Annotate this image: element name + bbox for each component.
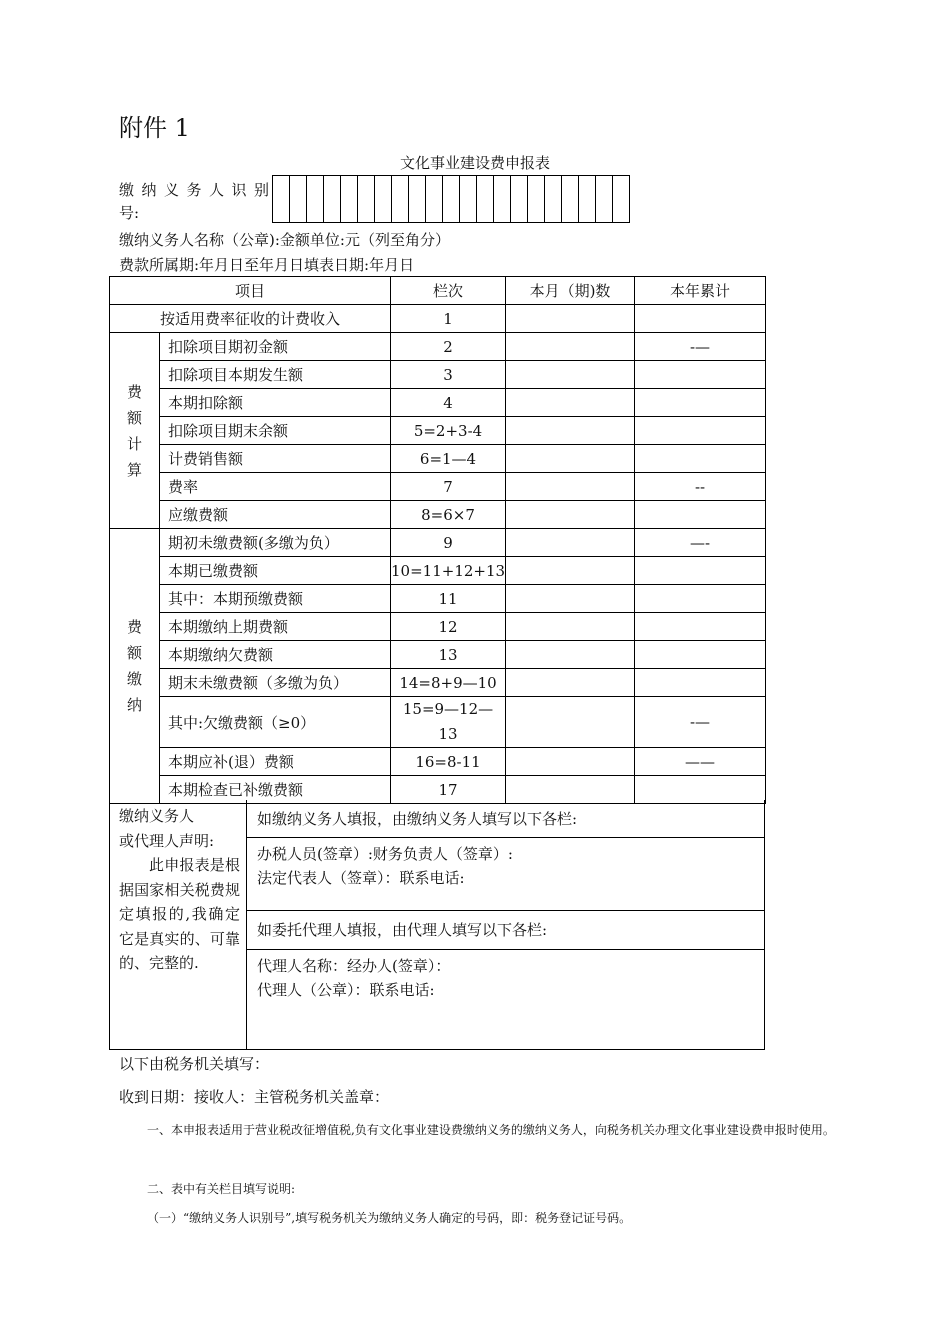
table-row [110, 305, 766, 333]
row-year-value[interactable] [635, 585, 766, 613]
row-line-no: 14=8+9—10 [391, 669, 506, 697]
taxpayer-id-boxes[interactable] [273, 175, 630, 223]
row-label: 本期检查已补缴费额 [160, 776, 391, 804]
row-label: 按适用费率征收的计费收入 [110, 305, 391, 333]
id-digit-box[interactable] [459, 175, 477, 223]
id-digit-box[interactable] [391, 175, 409, 223]
id-digit-box[interactable] [561, 175, 579, 223]
id-digit-box[interactable] [527, 175, 545, 223]
id-digit-box[interactable] [544, 175, 562, 223]
table-row [110, 613, 766, 641]
row-label: 本期扣除额 [160, 389, 391, 417]
row-year-value[interactable] [635, 389, 766, 417]
form-title: 文化事业建设费申报表 [399, 154, 550, 172]
id-digit-box[interactable] [442, 175, 460, 223]
row-label: 扣除项目期初金额 [160, 333, 391, 361]
row-current-value[interactable] [506, 333, 635, 361]
attachment-label: 附件 1 [119, 114, 190, 142]
row-current-value[interactable] [506, 445, 635, 473]
row-current-value[interactable] [506, 585, 635, 613]
row-label: 费率 [160, 473, 391, 501]
row-current-value[interactable] [506, 557, 635, 585]
row-line-no: 1 [391, 305, 506, 333]
instruction-note-1: 一、本申报表适用于营业税改征增值税,负有文化事业建设费缴纳义务的缴纳义务人，向税务机关办理文化事业建设费申报时使用。 [147, 1123, 835, 1137]
row-label: 计费销售额 [160, 445, 391, 473]
id-digit-box[interactable] [306, 175, 324, 223]
declaration-section [109, 800, 765, 1050]
id-digit-box[interactable] [476, 175, 494, 223]
taxpayer-name-line: 缴纳义务人名称（公章):金额单位:元（列至角分） [119, 231, 450, 249]
row-year-value[interactable] [635, 613, 766, 641]
id-digit-box[interactable] [510, 175, 528, 223]
row-year-value[interactable]: -— [635, 333, 766, 361]
declaration-statement: 此申报表是根据国家相关税费规定填报的,我确定它是真实的、可靠的、完整的. [119, 856, 240, 972]
table-row [110, 333, 766, 361]
table-row [110, 669, 766, 697]
id-digit-box[interactable] [595, 175, 613, 223]
id-digit-box[interactable] [578, 175, 596, 223]
table-row [110, 361, 766, 389]
self-fill-signatures[interactable] [247, 838, 764, 911]
group-label-fee-calculation: 费额计算 [110, 333, 160, 529]
self-sign-line-2: 法定代表人（签章）：联系电话: [257, 869, 465, 887]
row-label: 其中:欠缴费额（≥0） [160, 697, 391, 748]
row-current-value[interactable] [506, 417, 635, 445]
declaration-statement-cell [110, 800, 247, 1049]
row-label: 本期已缴费额 [160, 557, 391, 585]
row-current-value[interactable] [506, 473, 635, 501]
row-year-value[interactable]: —- [635, 529, 766, 557]
row-current-value[interactable] [506, 641, 635, 669]
row-line-no: 4 [391, 389, 506, 417]
row-year-value[interactable] [635, 501, 766, 529]
row-year-value[interactable]: —— [635, 748, 766, 776]
id-digit-box[interactable] [408, 175, 426, 223]
row-line-no: 7 [391, 473, 506, 501]
id-digit-box[interactable] [493, 175, 511, 223]
header-current-period: 本月（期)数 [506, 277, 635, 305]
agent-sign-line-2: 代理人（公章）：联系电话: [257, 981, 435, 999]
row-line-no: 15=9—12—13 [391, 697, 506, 748]
row-current-value[interactable] [506, 361, 635, 389]
row-year-value[interactable]: -— [635, 697, 766, 748]
row-line-no: 12 [391, 613, 506, 641]
agent-sign-line-1: 代理人名称：经办人(签章）： [257, 957, 451, 975]
declaration-title: 缴纳义务人 [119, 807, 195, 825]
table-row [110, 473, 766, 501]
row-year-value[interactable] [635, 669, 766, 697]
row-current-value[interactable] [506, 529, 635, 557]
id-digit-box[interactable] [272, 175, 290, 223]
row-current-value[interactable] [506, 305, 635, 333]
taxpayer-id-label: 缴纳义务人识别 [119, 181, 269, 199]
table-row [110, 557, 766, 585]
row-line-no: 10=11+12+13 [391, 557, 506, 585]
table-header-row [110, 277, 766, 305]
row-current-value[interactable] [506, 697, 635, 748]
table-row [110, 585, 766, 613]
instruction-note-3: （一）“缴纳义务人识别号”,填写税务机关为缴纳义务人确定的号码，即：税务登记证号码。 [147, 1211, 632, 1225]
row-line-no: 5=2+3-4 [391, 417, 506, 445]
row-current-value[interactable] [506, 613, 635, 641]
row-year-value[interactable] [635, 305, 766, 333]
table-row [110, 641, 766, 669]
table-row [110, 389, 766, 417]
id-digit-box[interactable] [612, 175, 630, 223]
row-current-value[interactable] [506, 389, 635, 417]
fee-period-line: 费款所属期:年月日至年月日填表日期:年月日 [119, 256, 415, 274]
instruction-note-2: 二、表中有关栏目填写说明: [147, 1182, 296, 1196]
row-label: 应缴费额 [160, 501, 391, 529]
row-label: 本期缴纳上期费额 [160, 613, 391, 641]
table-row [110, 417, 766, 445]
id-digit-box[interactable] [340, 175, 358, 223]
header-item: 项目 [110, 277, 391, 305]
tax-office-line: 以下由税务机关填写： [119, 1055, 270, 1073]
row-label: 扣除项目本期发生额 [160, 361, 391, 389]
row-line-no: 3 [391, 361, 506, 389]
id-digit-box[interactable] [374, 175, 392, 223]
row-label: 扣除项目期末余额 [160, 417, 391, 445]
row-current-value[interactable] [506, 748, 635, 776]
row-label: 本期应补(退）费额 [160, 748, 391, 776]
row-label: 本期缴纳欠费额 [160, 641, 391, 669]
self-sign-line-1: 办税人员(签章）:财务负责人（签章）: [257, 845, 513, 863]
row-line-no: 9 [391, 529, 506, 557]
row-line-no: 17 [391, 776, 506, 804]
group-label-fee-payment: 费额缴纳 [110, 529, 160, 804]
row-year-value[interactable] [635, 445, 766, 473]
table-row [110, 529, 766, 557]
row-label: 期初未缴费额(多缴为负） [160, 529, 391, 557]
row-current-value[interactable] [506, 669, 635, 697]
row-year-value[interactable] [635, 557, 766, 585]
header-year-total: 本年累计 [635, 277, 766, 305]
row-line-no: 11 [391, 585, 506, 613]
header-line-no: 栏次 [391, 277, 506, 305]
row-line-no: 8=6×7 [391, 501, 506, 529]
declaration-title-2: 或代理人声明: [119, 831, 215, 850]
agent-fill-signatures[interactable] [247, 950, 764, 1049]
row-year-value[interactable]: -- [635, 473, 766, 501]
row-year-value[interactable] [635, 417, 766, 445]
table-row [110, 445, 766, 473]
fee-declaration-table [109, 276, 766, 804]
row-line-no: 6=1—4 [391, 445, 506, 473]
receipt-line: 收到日期：接收人：主管税务机关盖章： [119, 1088, 390, 1106]
id-digit-box[interactable] [323, 175, 341, 223]
agent-fill-header: 如委托代理人填报，由代理人填写以下各栏: [247, 911, 764, 950]
row-year-value[interactable] [635, 641, 766, 669]
row-year-value[interactable] [635, 361, 766, 389]
id-digit-box[interactable] [425, 175, 443, 223]
row-line-no: 16=8-11 [391, 748, 506, 776]
id-digit-box[interactable] [357, 175, 375, 223]
row-line-no: 2 [391, 333, 506, 361]
declaration-fill-area [247, 800, 764, 1049]
table-row [110, 501, 766, 529]
row-line-no: 13 [391, 641, 506, 669]
row-label: 期末未缴费额（多缴为负） [160, 669, 391, 697]
row-current-value[interactable] [506, 501, 635, 529]
taxpayer-id-label-suffix: 号: [119, 204, 140, 222]
id-digit-box[interactable] [289, 175, 307, 223]
self-fill-header: 如缴纳义务人填报，由缴纳义务人填写以下各栏: [247, 800, 764, 838]
table-row [110, 748, 766, 776]
table-row [110, 697, 766, 748]
row-label: 其中：本期预缴费额 [160, 585, 391, 613]
